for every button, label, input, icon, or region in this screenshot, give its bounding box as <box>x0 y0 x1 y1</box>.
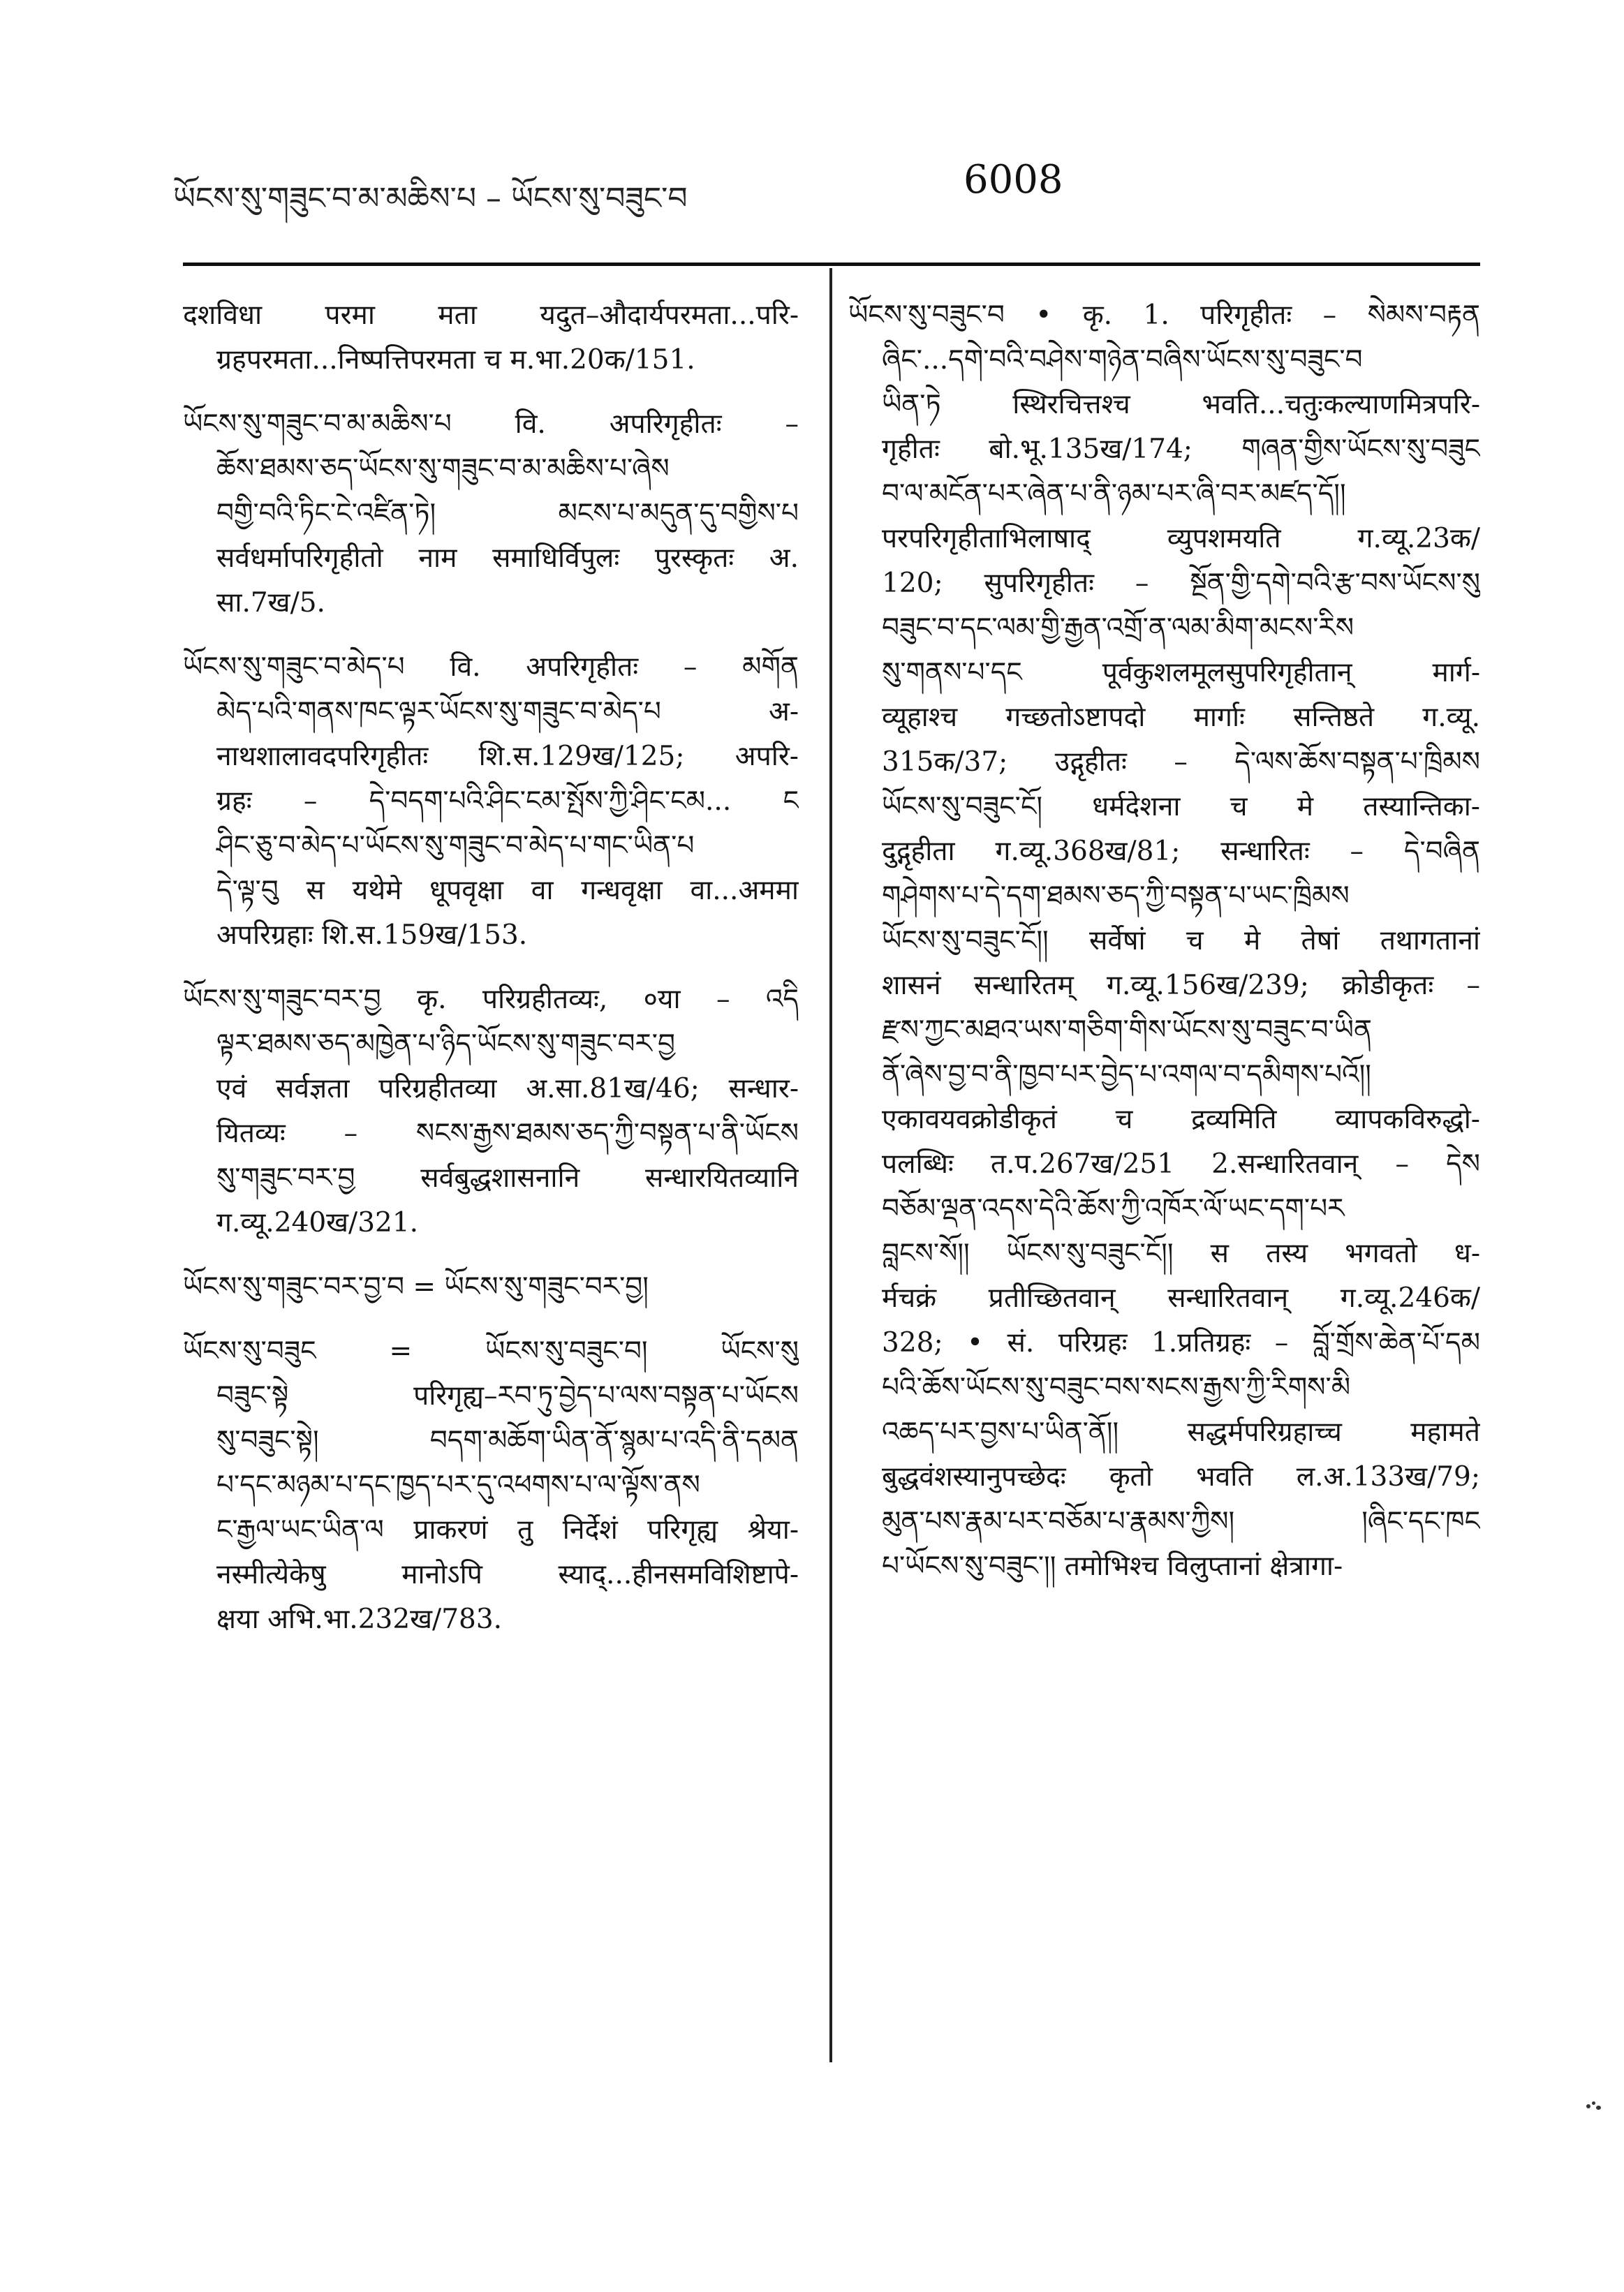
entry-text-line: སུ་གཟུང་བར་བྱ सर्वबुद्धशासनानि सन्धारयितव्यानि <box>216 1162 799 1194</box>
entry-text-line: དེ་ལྟ་བུ स यथेमे धूपवृक्षा वा गन्धवृक्षा वा...अममा <box>216 875 799 906</box>
dictionary-entry <box>183 977 799 1245</box>
entry-headword-line: ཡོངས་སུ་བཟུང་བ • कृ. 1. परिगृहीतः – སེམས་བརྟན <box>848 300 1480 331</box>
entry-text-line: ཤིང་ཅུ་བ་མེད་པ་ཡོངས་སུ་གཟུང་བ་མེད་པ་གང་ཡིན་པ <box>216 830 695 862</box>
entry-text-line: སུ་བཟུང་སྟེ། བདག་མཆོག་ཡིན་ནོ་སྙམ་པ་འདི་ནི་དམན <box>216 1425 799 1456</box>
page-header <box>173 157 1430 216</box>
entry-text-line: बुद्धवंशस्यानुपच्छेदः कृतो भवति ल.अ.133ख/79; <box>882 1461 1480 1493</box>
entry-headword-line: ཡོངས་སུ་གཟུང་བར་བྱ कृ. परिग्रहीतव्यः, ०या – འདི <box>183 984 799 1015</box>
entry-text-line: ལྟར་ཐམས་ཅད་མཁྱེན་པ་ཉིད་ཡོངས་སུ་གཟུང་བར་བྱ <box>216 1028 675 1060</box>
dictionary-entry <box>183 293 799 383</box>
entry-text-line: ग्रहपरमता...निष्पत्तिपरमता च म.भा.20क/151. <box>216 344 695 376</box>
entry-text-line: བླངས་སོ།། ཡོངས་སུ་བཟུང་ངོ།། स तस्य भगवतो ध- <box>882 1238 1480 1269</box>
entry-text-line: ང་རྒྱལ་ཡང་ཡིན་ལ प्राकरणं तु निर्देशं परिगृह्य श्रेया- <box>216 1514 799 1546</box>
entry-text-line: क्षया अभि.भा.232ख/783. <box>216 1604 503 1635</box>
dictionary-entry <box>183 1329 799 1642</box>
entry-text-line: པ་ཡོངས་སུ་བཟུང་།། तमोभिश्च विलुप्तानां क्षेत्रागा- <box>882 1551 1343 1582</box>
entry-text-line: བཅོམ་ལྡན་འདས་དེའི་ཆོས་ཀྱི་འཁོར་ལོ་ཡང་དག་པར <box>882 1193 1345 1225</box>
entry-headword-line: ཡོངས་སུ་གཟུང་བ་མེད་པ वि. अपरिगृहीतः – མགོན <box>183 651 799 683</box>
right-column <box>848 293 1480 1609</box>
entry-text-line: རྫས་ཀྱང་མཐའ་ཡས་གཅིག་གིས་ཡོངས་སུ་བཟུང་བ་ཡིན <box>882 1014 1372 1046</box>
column-divider <box>829 268 832 2062</box>
entry-text-line: एकावयवक्रोडीकृतं च द्रव्यमिति व्यापकविरुद्धो- <box>882 1104 1480 1135</box>
dictionary-entry <box>183 402 799 626</box>
entry-text-line: र्मचक्रं प्रतीच्छितवान् सन्धारितवान् ग.व्यू.246क/ <box>882 1282 1480 1314</box>
entry-text-line: सा.7ख/5. <box>216 587 325 619</box>
entry-text-line: ཆོས་ཐམས་ཅད་ཡོངས་སུ་གཟུང་བ་མ་མཆིས་པ་ཞེས <box>216 453 670 485</box>
entry-text-line: པ་དང་མཉམ་པ་དང་ཁྱད་པར་དུ་འཕགས་པ་ལ་ལྟོས་ནས <box>216 1470 700 1501</box>
entry-headword-line: ཡོངས་སུ་གཟུང་བ་མ་མཆིས་པ वि. अपरिगृहीतः – <box>183 408 799 440</box>
entry-headword-line: ཡོངས་སུ་བཟུང = ཡོངས་སུ་བཟུང་བ། ཡོངས་སུ <box>183 1336 799 1367</box>
entry-text-line: འཆད་པར་བྱས་པ་ཡིན་ནོ།། सद्धर्मपरिग्रहाच्च महामते <box>882 1417 1480 1448</box>
entry-text-line: दुद्गृहीता ग.व्यू.368ख/81; सन्धारितः – དེ་བཞིན <box>882 836 1480 867</box>
running-title: ཡོངས་སུ་གཟུང་བ་མ་མཆིས་པ – ཡོངས་སུ་བཟུང་བ <box>173 181 688 216</box>
entry-text-line: यितव्यः – སངས་རྒྱས་ཐམས་ཅད་ཀྱི་བསྟན་པ་ནི་ཡོངས <box>216 1118 799 1149</box>
entry-text-line: एवं सर्वज्ञता परिग्रहीतव्या अ.सा.81ख/46; सन्धार- <box>216 1073 799 1104</box>
entry-text-line: མུན་པས་རྣམ་པར་བཅོམ་པ་རྣམས་ཀྱིས། །ཞིང་དང་ཁང <box>882 1506 1480 1537</box>
entry-text-line: नस्मीत्येकेषु मानोऽपि स्याद्...हीनसमविशिष्टापे- <box>216 1559 799 1590</box>
entry-text-line: སུ་གནས་པ་དང पूर्वकुशलमूलसुपरिगृहीतान् मार्ग- <box>882 657 1480 688</box>
entry-text-line: 120; सुपरिगृहीतः – སྔོན་གྱི་དགེ་བའི་རྩ་བས་ཡོངས་སུ <box>882 568 1480 599</box>
entry-text-line: सर्वधर्मापरिगृहीतो नाम समाधिर्विपुलः पुरस्कृतः अ. <box>216 542 799 574</box>
entry-text-line: བཟུང་སྟེ परिगृह्य–རབ་ཏུ་བྱེད་པ་ལས་བསྟན་པ་ཡོངས <box>216 1380 799 1412</box>
entry-text-line: བགྱི་བའི་ཏིང་ངེ་འཛིན་ཏེ། མངས་པ་མདུན་དུ་བགྱིས་པ <box>216 498 799 529</box>
entry-text-line: པའི་ཆོས་ཡོངས་སུ་བཟུང་བས་སངས་རྒྱས་ཀྱི་རིགས་མི <box>882 1372 1351 1403</box>
dictionary-entry <box>848 293 1480 1589</box>
dictionary-entry <box>183 645 799 958</box>
entry-text-line: ཡོངས་སུ་བཟུང་ངོ།། सर्वेषां च मे तेषां तथागतानां <box>882 925 1480 956</box>
entry-headword-line: ཡོངས་སུ་གཟུང་བར་བྱ་བ = ཡོངས་སུ་གཟུང་བར་བྱ། <box>183 1271 649 1303</box>
entry-text-line: གཤེགས་པ་དེ་དག་ཐམས་ཅད་ཀྱི་བསྟན་པ་ཡང་ཁྲིམས <box>882 880 1350 912</box>
entry-text-line: 328; • सं. परिग्रहः 1.प्रतिग्रहः – བློ་གྲོས་ཆེན་པོ་དམ <box>882 1327 1480 1359</box>
entry-text-line: ग.व्यू.240ख/321. <box>216 1207 419 1239</box>
entry-text-line: ཡོངས་སུ་བཟུང་ངོ། धर्मदेशना च मे तस्यान्तिका- <box>882 791 1480 822</box>
entry-text-line: परपरिगृहीताभिलाषाद् व्युपशमयति ग.व्यू.23क/ <box>882 523 1480 554</box>
entry-text-line: पलब्धिः त.प.267ख/251 2.सन्धारितवान् – དེས <box>882 1148 1480 1180</box>
scan-speck <box>1586 2101 1602 2111</box>
header-rule <box>183 263 1480 266</box>
entry-text-line: गृहीतः बो.भू.135ख/174; གཞན་གྱིས་ཡོངས་སུ་བཟུང <box>882 434 1480 465</box>
entry-text-line: ནོ་ཞེས་བྱ་བ་ནི་ཁྱབ་པར་བྱེད་པ་འགལ་བ་དམིགས་པའོ།། <box>882 1059 1371 1090</box>
entry-text-line: བཟུང་བ་དང་ལམ་གྱི་རྒྱན་འགྲོ་ན་ལམ་མིག་མངས་རིས <box>882 612 1354 644</box>
entry-text-line: अपरिग्रहाः शि.स.159ख/153. <box>216 919 528 951</box>
entry-text-line: व्यूहाश्च गच्छतोऽष्टापदो मार्गाः सन्तिष्ठते ग.व्यू. <box>882 702 1480 733</box>
entry-text-line: ཡིན་ཏེ स्थिरचित्तश्च भवति...चतुःकल्याणमित्रपरि- <box>882 389 1480 420</box>
page-number: 6008 <box>964 157 1063 202</box>
entry-text-line: མེད་པའི་གནས་ཁང་ལྟར་ཡོངས་སུ་གཟུང་བ་མེད་པ अ- <box>216 696 799 727</box>
entry-text-line: 315क/37; उद्गृहीतः – དེ་ལས་ཆོས་བསྟན་པ་ཁྲིམས <box>882 746 1480 778</box>
entry-text-line: नाथशालावदपरिगृहीतः शि.स.129ख/125; अपरि- <box>216 741 799 772</box>
entry-text-line: शासनं सन्धारितम् ग.व्यू.156ख/239; क्रोडीकृतः – <box>882 970 1480 1001</box>
dictionary-entry <box>183 1265 799 1310</box>
left-column <box>183 293 799 1662</box>
entry-headword-line: दशविधा परमा मता यदुत–औदार्यपरमता...परि- <box>183 300 799 331</box>
entry-text-line: ग्रहः – དེ་བདག་པའི་ཤིང་ངམ་སྤོས་ཀྱི་ཤིང་ངམ... ང <box>216 785 799 817</box>
entry-text-line: ཞིང་...དགེ་བའི་བཤེས་གཉེན་བཞིས་ཡོངས་སུ་བཟུང་བ <box>882 344 1363 376</box>
entry-text-line: བ་ལ་མངོན་པར་ཞེན་པ་ནི་ཉམ་པར་ཞི་བར་མཛད་དོ།། <box>882 478 1346 510</box>
